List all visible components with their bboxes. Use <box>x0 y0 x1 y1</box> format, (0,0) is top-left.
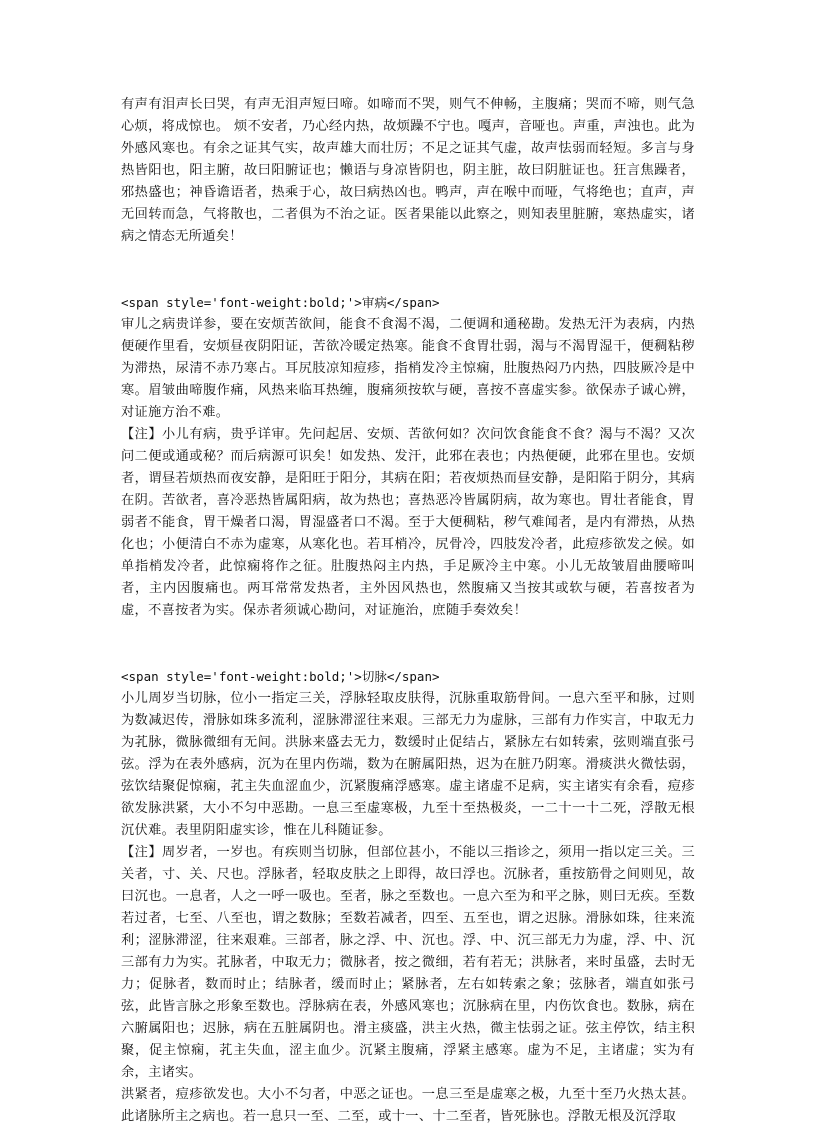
shenbing-verse: 审儿之病贵详参，要在安烦苦欲间，能食不食渴不渴，二便调和通秘勘。发热无汗为表病，内热便硬作里看，安烦昼夜阴阳证，苦欲冷暖定热寒。能食不食胃壮弱，渴与不渴胃湿干，便稠粘秽为滞热，尿清不赤乃寒占。耳尻肢凉知痘疹，指梢发冷主惊痫，肚腹热闷乃内热，四肢厥冷是中寒。眉皱曲啼腹作痛，风热来临耳热缠，腹痛须按软与硬，喜按不喜虚实参。欲保赤子诚心辨，对证施方治不难。 <box>121 317 695 420</box>
section-gap <box>121 622 695 666</box>
section-gap <box>121 248 695 292</box>
section-heading-qiemai: <span style='font-weight:bold;'>切脉</span> <box>121 669 440 684</box>
qiemai-note: 【注】周岁者，一岁也。有疾则当切脉，但部位甚小，不能以三指诊之，须用一指以定三关。三关者，寸、关、尺也。浮脉者，轻取皮肤之上即得，故曰浮也。沉脉者，重按筋骨之间则见，故曰沉也。一息者，人之一呼一吸也。至者，脉之至数也。一息六至为和平之脉，则曰无疾。至数若过者，七至、八至也，谓之数脉；至数若减者，四至、五至也，谓之迟脉。滑脉如珠，往来流利；涩脉滞涩，往来艰难。三部者，脉之浮、中、沉也。浮、中、沉三部无力为虚，浮、中、沉三部有力为实。芤脉者，中取无力；微脉者，按之微细，若有若无；洪脉者，来时虽盛，去时无力；促脉者，数而时止；结脉者，缓而时止；紧脉者，左右如转索之象；弦脉者，端直如张弓弦，此皆言脉之形象至数也。浮脉病在表，外感风寒也；沉脉病在里，内伤饮食也。数脉，病在六腑属阳也；迟脉，病在五脏属阴也。滑主痰盛，洪主火热，微主怯弱之证。弦主停饮，结主积聚，促主惊痫，芤主失血，涩主血少。沉紧主腹痛，浮紧主感寒。虚为不足，主诸虚；实为有余，主诸实。 <box>121 845 695 1080</box>
qiemai-note-continued: 洪紧者，痘疹欲发也。大小不匀者，中恶之证也。一息三至是虚寒之极，九至十至乃火热太甚。此诸脉所主之病也。若一息只一至、二至，或十一、十二至者，皆死脉也。浮散无根及沉浮取 <box>121 1087 695 1124</box>
sound-diagnosis-paragraph: 有声有泪声长曰哭，有声无泪声短曰啼。如啼而不哭，则气不伸畅，主腹痛；哭而不啼，则气急心烦，将成惊也。 烦不安者，乃心经内热，故烦躁不宁也。嘎声，音哑也。声重，声浊也。此为外感风寒也。有余之证其气实，故声雄大而壮厉；不足之证其气虚，故声怯弱而轻短。多言与身热皆阳也，阳主腑，故曰阳腑证也；懒语与身凉皆阴也，阴主脏，故曰阴脏证也。狂言焦躁者，邪热盛也；神昏谵语者，热乘于心，故曰病热凶也。鸭声，声在喉中而哑，气将绝也；直声，声无回转而急，气将散也，二者俱为不治之证。医者果能以此察之，则知表里脏腑，寒热虚实，诸病之情态无所遁矣！ <box>121 97 695 244</box>
qiemai-verse: 小儿周岁当切脉，位小一指定三关，浮脉轻取皮肤得，沉脉重取筋骨间。一息六至平和脉，过则为数减迟传，滑脉如珠多流利，涩脉滞涩往来艰。三部无力为虚脉，三部有力作实言，中取无力为芤脉，微脉微细有无间。洪脉来盛去无力，数缓时止促结占，紧脉左右如转索，弦则端直张弓弦。浮为在表外感病，沉为在里内伤端，数为在腑属阳热，迟为在脏乃阴寒。滑痰洪火微怯弱，弦饮结聚促惊痫，芤主失血涩血少，沉紧腹痛浮感寒。虚主诸虚不足病，实主诸实有余看，痘疹欲发脉洪紧，大小不匀中恶勘。一息三至虚寒极，九至十至热极炎，一二十一十二死，浮散无根沉伏难。表里阴阳虚实诊，惟在儿科随证参。 <box>121 691 695 838</box>
shenbing-note: 【注】小儿有病，贵乎详审。先问起居、安烦、苦欲何如？次问饮食能食不食？渴与不渴？又次问二便或通或秘？而后病源可识矣！如发热、发汗，此邪在表也；内热便硬，此邪在里也。安烦者，谓昼若烦热而夜安静，是阳旺于阳分，其病在阳；若夜烦热而昼安静，是阳陷于阴分，其病在阴。苦欲者，喜冷恶热皆属阳病，故为热也；喜热恶冷皆属阴病，故为寒也。胃壮者能食，胃弱者不能食，胃干燥者口渴，胃湿盛者口不渴。至于大便稠粘，秽气难闻者，是内有滞热，从热化也；小便清白不赤为虚寒，从寒化也。若耳梢冷，尻骨冷，四肢发冷者，此痘疹欲发之候。如单指梢发冷者，此惊痫将作之征。肚腹热闷主内热，手足厥冷主中寒。小儿无故皱眉曲腰啼叫者，主内因腹痛也。两耳常常发热者，主外因风热也，然腹痛又当按其或软与硬，若喜按者为虚，不喜按者为实。保赤者须诚心勘问，对证施治，庶随手奏效矣！ <box>121 427 695 618</box>
section-heading-shenbing: <span style='font-weight:bold;'>审病</span> <box>121 295 440 310</box>
